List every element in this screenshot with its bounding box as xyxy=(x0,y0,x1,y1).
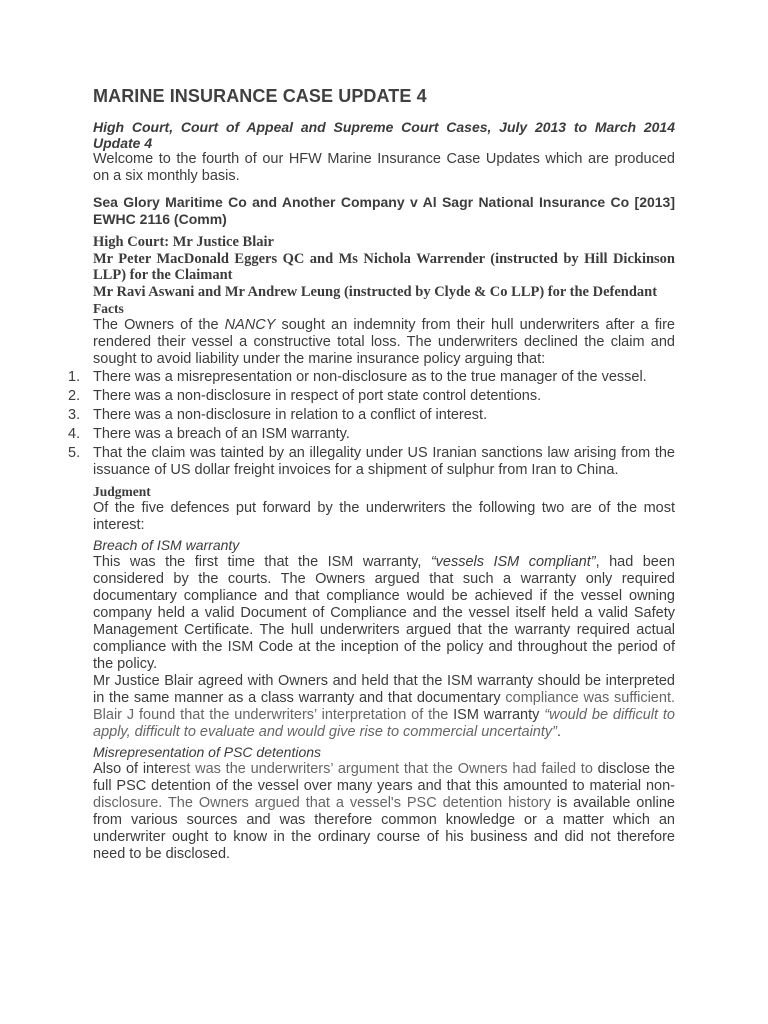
ism-p1-start: This was the first time that the ISM warranty, xyxy=(93,554,431,570)
list-item-text: There was a non-disclosure in relation to a conflict of interest. xyxy=(93,407,488,423)
judgment-heading: Judgment xyxy=(93,484,151,499)
list-item-text: There was a non-disclosure in respect of port state control detentions. xyxy=(93,388,542,404)
facts-heading: Facts xyxy=(93,301,124,316)
psc-text-b: est was the underwriters’ argument that the Owners had failed to xyxy=(171,761,593,777)
document-body xyxy=(68,86,675,863)
list-number: 3. xyxy=(68,407,81,423)
list-item xyxy=(68,388,675,405)
facts-text-start: The Owners of the xyxy=(93,317,225,333)
case-title: Sea Glory Maritime Co and Another Company v Al Sagr National Insurance Co [2013] EWHC 2116 (Comm) xyxy=(93,194,675,227)
ism-paragraph-1 xyxy=(93,554,675,673)
psc-text-c: disclose the full PSC detention of the vessel over many years and that this amounted to material non- xyxy=(93,761,675,794)
ism-p2-warranty: ISM warranty xyxy=(448,707,545,723)
list-number: 2. xyxy=(68,388,81,404)
psc-text-a: Also of inter xyxy=(93,761,172,777)
list-item-text: There was a misrepresentation or non-disclosure as to the true manager of the vessel. xyxy=(93,369,647,385)
ism-paragraph-2 xyxy=(93,673,675,741)
defendant-counsel: Mr Ravi Aswani and Mr Andrew Leung (instructed by Clyde & Co LLP) for the Defendant xyxy=(93,283,658,300)
claimant-counsel: Mr Peter MacDonald Eggers QC and Ms Nichola Warrender (instructed by Hill Dickinson LLP) for the Claimant xyxy=(93,250,675,283)
psc-heading: Misrepresentation of PSC detentions xyxy=(93,744,322,760)
document-subtitle: High Court, Court of Appeal and Supreme Court Cases, July 2013 to March 2014 Update 4 xyxy=(93,119,675,151)
court-judge: High Court: Mr Justice Blair xyxy=(93,234,274,250)
list-number: 4. xyxy=(68,426,81,442)
psc-text-e: is available online from various sources and was therefore common knowledge or a matter which an underwriter ought to know in the ordinary course of his business and did not therefore need to be disclosed. xyxy=(93,795,675,862)
list-item xyxy=(68,407,675,424)
list-item-text: That the claim was tainted by an illegality under US Iranian sanctions law arising from the issuance of US dollar freight invoices for a shipment of sulphur from Iran to China. xyxy=(93,445,675,478)
intro-paragraph: Welcome to the fourth of our HFW Marine Insurance Case Updates which are produced on a six monthly basis. xyxy=(93,151,675,184)
ism-p2-end: . xyxy=(556,724,561,740)
psc-text-d: disclosure. The Owners argued that a vessel's PSC detention history xyxy=(93,795,551,811)
ism-p2-middle: compliance was sufficient. Blair J found that the underwriters’ interpretation of the xyxy=(93,690,675,723)
facts-paragraph xyxy=(93,317,675,368)
judgment-intro: Of the five defences put forward by the underwriters the following two are of the most interest: xyxy=(93,500,675,533)
ism-warranty-quote: “vessels ISM compliant” xyxy=(430,554,596,570)
list-number: 5. xyxy=(68,445,81,461)
defences-list xyxy=(68,369,675,479)
list-item-text: There was a breach of an ISM warranty. xyxy=(93,426,350,442)
ism-p1-end: , had been considered by the courts. The Owners argued that such a warranty only required documentary compliance and that compliance would be achieved if the vessel owning company held a valid Document of Compliance and the vessel itself held a valid Safety Management Certificate. The hull underwriters argued that the warranty required actual compliance with the ISM Code at the inception of the policy and throughout the period of the policy. xyxy=(93,554,675,672)
list-item xyxy=(68,445,675,479)
list-number: 1. xyxy=(68,369,81,385)
ism-p2-start: Mr Justice Blair agreed with Owners and held that the ISM warranty should be interpreted in the same manner as a class warranty and that documentary xyxy=(93,673,675,706)
vessel-name: NANCY xyxy=(224,317,276,333)
facts-text-end: sought an indemnity from their hull underwriters after a fire rendered their vessel a constructive total loss. The underwriters declined the claim and sought to avoid liability under the marine insurance policy arguing that: xyxy=(93,317,675,367)
psc-paragraph xyxy=(93,761,675,863)
list-item xyxy=(68,369,675,386)
document-title: MARINE INSURANCE CASE UPDATE 4 xyxy=(93,86,427,106)
ism-judge-quote: “would be difficult to apply, difficult to evaluate and would give rise to commercial uncertainty” xyxy=(93,707,675,740)
list-item xyxy=(68,426,675,443)
ism-heading: Breach of ISM warranty xyxy=(93,537,240,553)
